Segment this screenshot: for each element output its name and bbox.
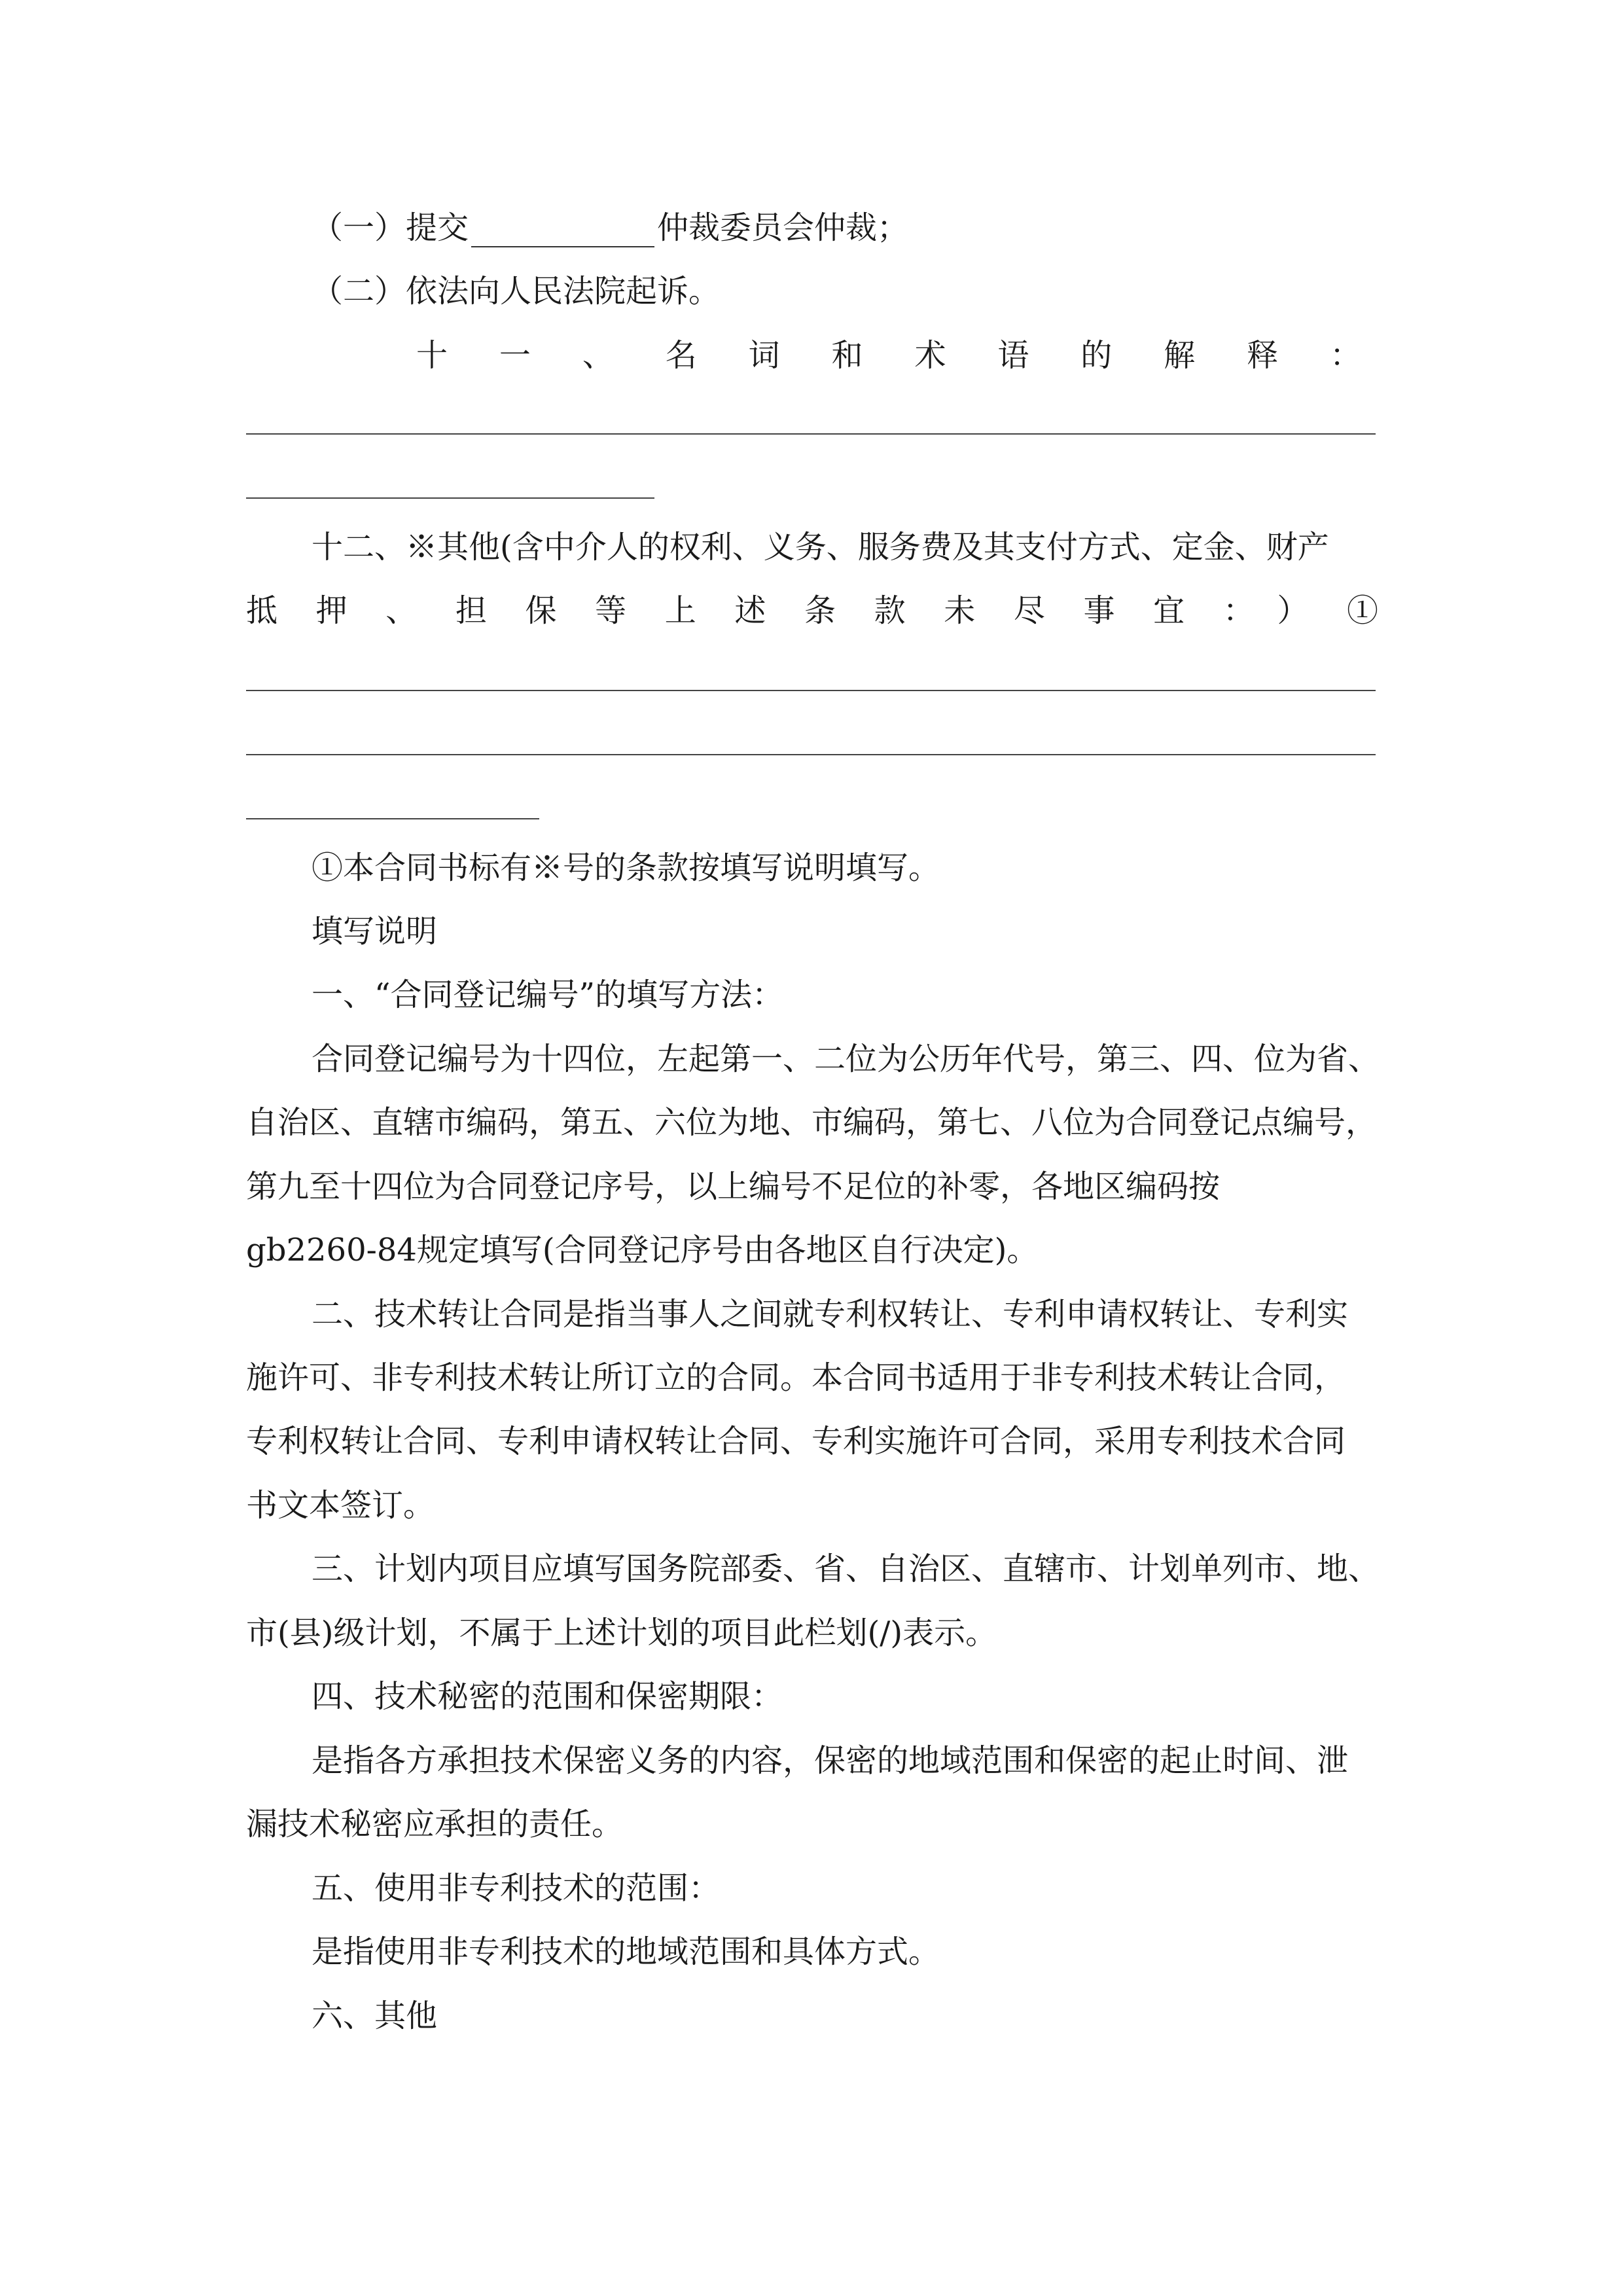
text-line: 市(县)级计划，不属于上述计划的项目此栏划(/)表示。 <box>246 1615 997 1651</box>
text-line: 抵押、担保等上述条款未尽事宜：）① <box>246 592 1378 629</box>
arbitration-blank[interactable] <box>471 217 654 247</box>
text-line: 是指各方承担技术保密义务的内容，保密的地域范围和保密的起止时间、泄 <box>312 1742 1349 1779</box>
section-title: 填写说明 <box>312 913 438 950</box>
text-line: 专利权转让合同、专利申请权转让合同、专利实施许可合同，采用专利技术合同 <box>246 1423 1346 1460</box>
text-line: 第九至十四位为合同登记序号，以上编号不足位的补零，各地区编码按 <box>246 1168 1221 1205</box>
text-line: 一、“合同登记编号”的填写方法： <box>312 977 784 1013</box>
blank-rule[interactable] <box>246 690 1376 691</box>
text-line: 是指使用非专利技术的地域范围和具体方式。 <box>312 1933 940 1970</box>
text-line: 十二、※其他(含中介人的权利、义务、服务费及其支付方式、定金、财产 <box>312 529 1329 565</box>
text-line: 三、计划内项目应填写国务院部委、省、自治区、直辖市、计划单列市、地、 <box>312 1551 1380 1587</box>
text-line: 六、其他 <box>312 1998 438 2034</box>
section-heading: 十一、名词和术语的解释： <box>416 337 1361 374</box>
text-line: 自治区、直辖市编码，第五、六位为地、市编码，第七、八位为合同登记点编号， <box>246 1104 1378 1141</box>
text-line: 漏技术秘密应承担的责任。 <box>246 1806 624 1842</box>
text-line: gb2260-84规定填写(合同登记序号由各地区自行决定)。 <box>246 1232 1039 1268</box>
blank-rule[interactable] <box>246 754 1376 755</box>
arbitration-option-line <box>312 208 1378 247</box>
text-line: 四、技术秘密的范围和保密期限： <box>312 1678 783 1715</box>
text-line: 二、技术转让合同是指当事人之间就专利权转让、专利申请权转让、专利实 <box>312 1296 1349 1333</box>
text-line: 施许可、非专利技术转让所订立的合同。本合同书适用于非专利技术转让合同， <box>246 1359 1346 1396</box>
blank-rule[interactable] <box>246 433 1376 435</box>
arbitration-prefix: （一）提交 <box>312 209 469 246</box>
arbitration-suffix: 仲裁委员会仲裁； <box>657 209 909 246</box>
text-line: 合同登记编号为十四位，左起第一、二位为公历年代号，第三、四、位为省、 <box>312 1041 1380 1077</box>
text-line: 书文本签订。 <box>246 1487 435 1524</box>
footnote: ①本合同书标有※号的条款按填写说明填写。 <box>312 850 940 886</box>
blank-rule[interactable] <box>246 497 654 499</box>
text-line: （二）依法向人民法院起诉。 <box>312 273 721 310</box>
footnote-separator <box>246 818 539 819</box>
text-line: 五、使用非专利技术的范围： <box>312 1870 721 1907</box>
